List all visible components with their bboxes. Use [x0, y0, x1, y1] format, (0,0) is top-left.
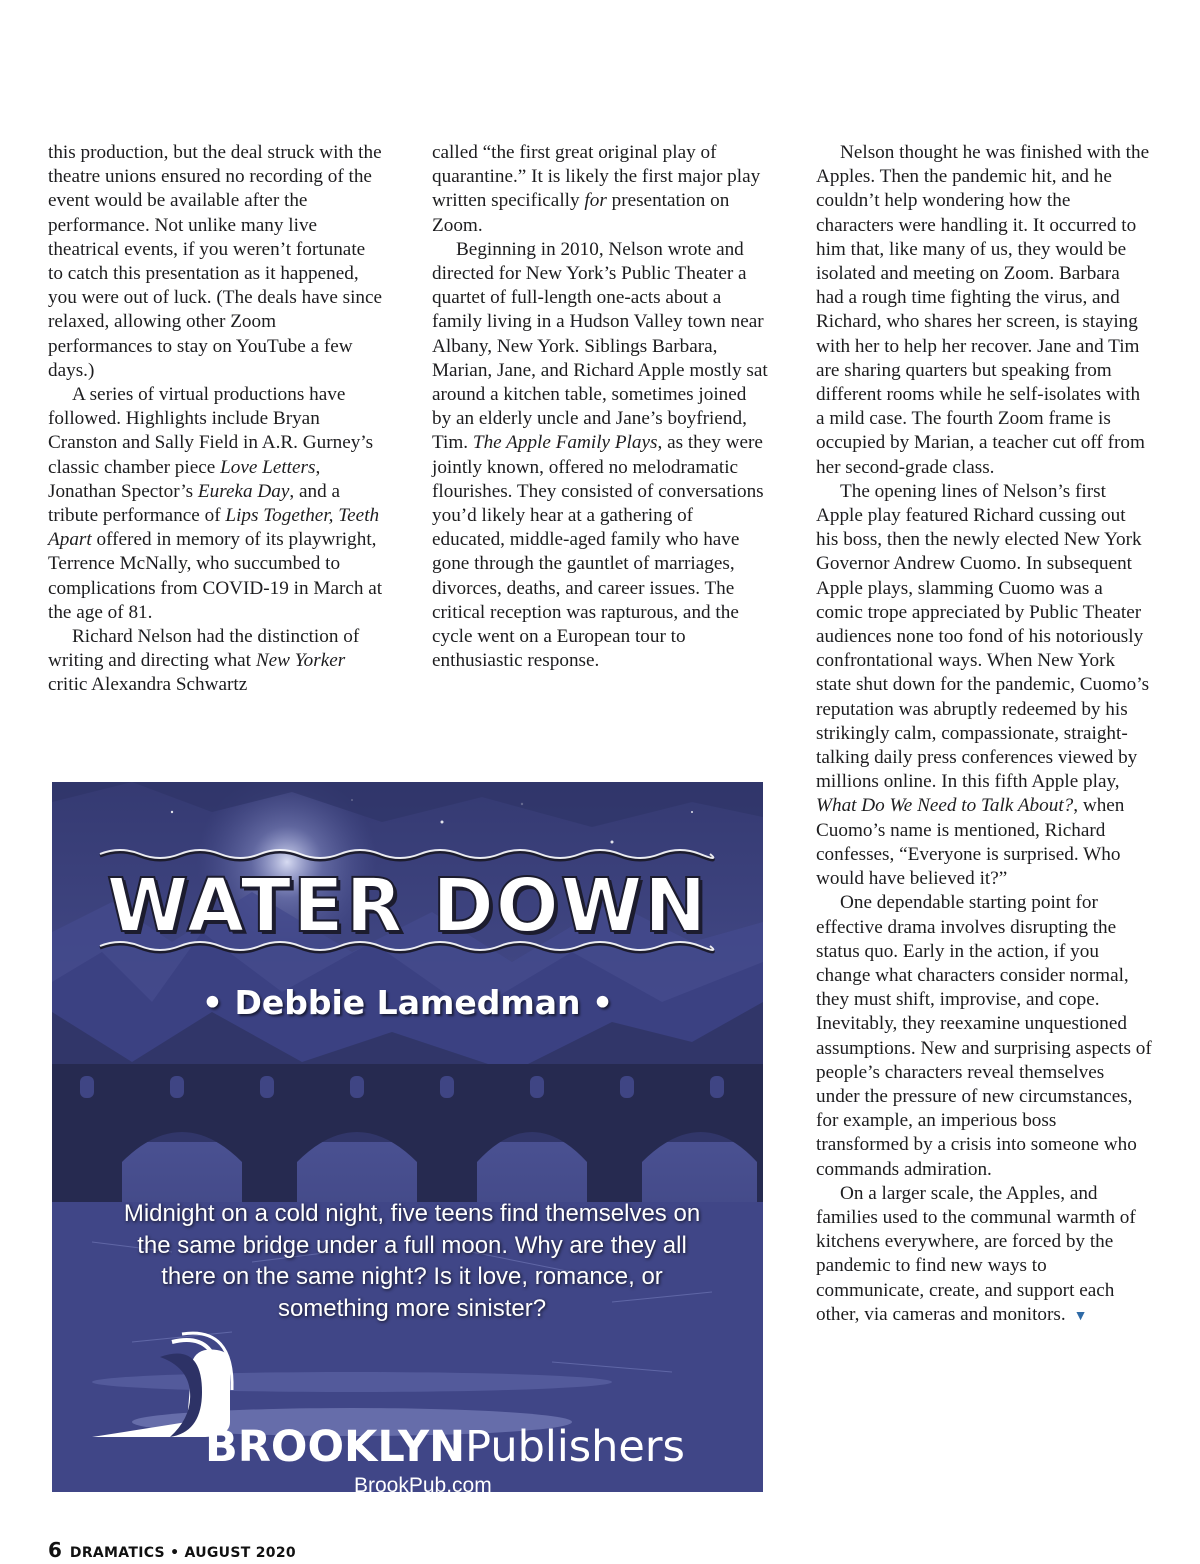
magazine-issue: DRAMATICS • AUGUST 2020	[69, 1545, 296, 1561]
page-footer	[48, 1538, 296, 1562]
paragraph: called “the first great original play of quarantine.” It is likely the first major play written specifically for presentation on Zoom.	[432, 142, 761, 236]
article-column-1	[48, 141, 384, 698]
ad-author: • Debbie Lamedman •	[201, 983, 614, 1022]
paragraph: A series of virtual productions have followed. Highlights include Bryan Cranston and Sally Field in A.R. Gurney’s classic chamber piece Love Letters, Jonathan Spector’s Eureka Day, and a tribute performance of Lips Together, Teeth Apart offered in memory of its playwright, Terrence McNally, who succumbed to complications from COVID-19 in March at the age of 81.	[48, 384, 383, 623]
paragraph: this production, but the deal struck with the theatre unions ensured no recording of the event would be available after the performance. Not unlike many live theatrical events, if you weren’t fortunate to catch this presentation as it happened, you were out of luck. (The deals have since relaxed, allowing other Zoom performances to stay on YouTube a few days.)	[48, 142, 383, 381]
paragraph: Nelson thought he was finished with the Apples. Then the pandemic hit, and he couldn’t help wondering how the characters were handling it. It occurred to him that, like many of us, they would be isolated and meeting on Zoom. Barbara had a rough time fighting the virus, and Richard, who shares her screen, is staying with her to help her recover. Jane and Tim are sharing quarters but speaking from different rooms while he self-isolates with a mild case. The fourth Zoom frame is occupied by Marian, a teacher cut off from her second-grade class.	[816, 142, 1150, 478]
ad-publisher-url: BrookPub.com	[354, 1474, 492, 1497]
end-of-article-icon: ▼	[1073, 1308, 1088, 1324]
paragraph: One dependable starting point for effective drama involves disrupting the status quo. Early in the action, if you change what characters consider normal, they must shift, improvise, and cope. Inevitably, they reexamine unquestioned assumptions. New and surprising aspects of people’s characters reveal themselves under the pressure of new circumstances, for example, an imperious boss transformed by a crisis into someone who commands admiration.	[816, 892, 1152, 1180]
article-column-3	[816, 141, 1152, 1329]
paragraph: Beginning in 2010, Nelson wrote and directed for New York’s Public Theater a quartet of full-length one-acts about a family living in a Hudson Valley town near Albany, New York. Siblings Barbara, Marian, Jane, and Richard Apple mostly sat around a kitchen table, sometimes joined by an elderly uncle and Jane’s boyfriend, Tim. The Apple Family Plays, as they were jointly known, offered no melodramatic flourishes. They consisted of conversations you’d likely hear at a gathering of educated, middle-aged family who have gone through the gauntlet of marriages, divorces, deaths, and career issues. The critical reception was rapturous, and the cycle went on a European tour to enthusiastic response.	[432, 238, 768, 672]
page-number: 6	[48, 1538, 62, 1562]
paragraph: Richard Nelson had the distinction of writing and directing what New Yorker critic Alexandra Schwartz	[48, 626, 360, 696]
paragraph: The opening lines of Nelson’s first Apple play featured Richard cussing out his boss, then the newly elected New York Governor Andrew Cuomo. In subsequent Apple plays, slamming Cuomo was a comic trope appreciated by Public Theater audiences none too fond of his notoriously confrontational ways. When New York state shut down for the pandemic, Cuomo’s reputation was abruptly redeemed by his strikingly calm, compassionate, straight-talking daily press conferences viewed by millions online. In this fifth Apple play, What Do We Need to Talk About?, when Cuomo’s name is mentioned, Richard confesses, “Everyone is surprised. Who would have believed it?”	[816, 480, 1150, 890]
ad-publisher-brand: BROOKLYNPublishers	[205, 1422, 685, 1472]
article-column-2	[432, 141, 768, 673]
paragraph: On a larger scale, the Apples, and families used to the communal warmth of kitchens everywhere, are forced by the pandemic to find new ways to communicate, create, and support each other, via cameras and monitors. ▼	[816, 1182, 1136, 1325]
ad-title: WATER DOWN	[106, 863, 709, 949]
ad-blurb: Midnight on a cold night, five teens find themselves on the same bridge under a full moon. Why are they all there on the same night? Is it love, romance, or something more sinister?	[123, 1200, 701, 1322]
